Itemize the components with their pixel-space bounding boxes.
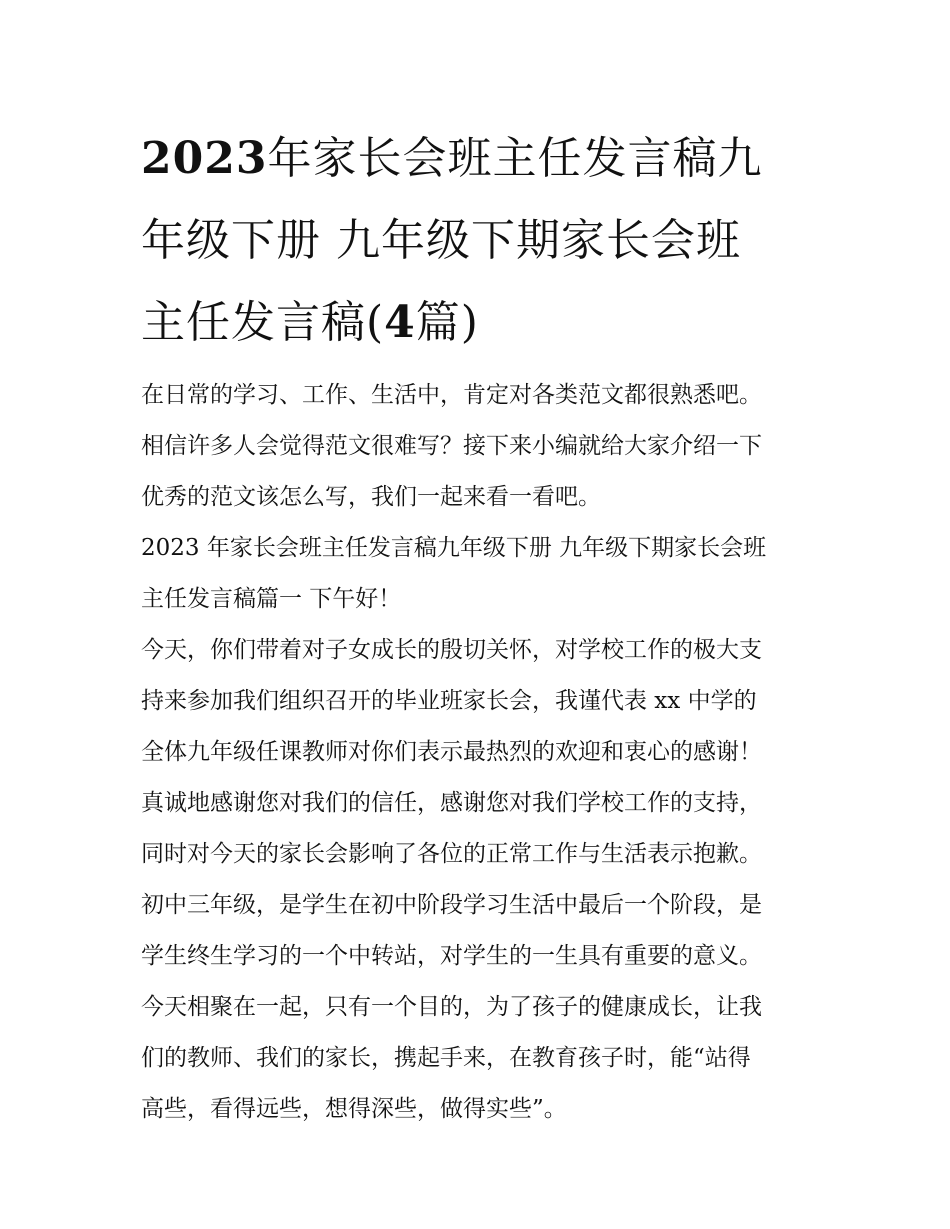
section-heading-paragraph [141, 523, 813, 625]
title-line-3-start: 主任发言稿( [141, 297, 385, 348]
text-line: 高些，看得远些，想得深些，做得实些”。 [141, 1096, 567, 1122]
document-body [141, 370, 813, 1135]
text-line: 优秀的范文该怎么写，我们一起来看一看吧。 [141, 484, 601, 510]
text-line: 们的教师、我们的家长，携起手来，在教育孩子时，能“站得 [141, 1045, 751, 1071]
text-line: 真诚地感谢您对我们的信任，感谢您对我们学校工作的支持， [141, 790, 762, 816]
title-count: 4 [384, 297, 416, 348]
title-line-1: 年家长会班主任发言稿九 [267, 133, 763, 184]
text-line: 初中三年级，是学生在初中阶段学习生活中最后一个阶段，是 [141, 892, 762, 918]
document-title [141, 118, 813, 364]
text-line: 同时对今天的家长会影响了各位的正常工作与生活表示抱歉。 [141, 841, 762, 867]
title-year: 2023 [141, 133, 268, 184]
text-line: 今天，你们带着对子女成长的殷切关怀，对学校工作的极大支 [141, 637, 762, 663]
text-line: 学生终生学习的一个中转站，对学生的一生具有重要的意义。 [141, 943, 762, 969]
text-line: 全体九年级任课教师对你们表示最热烈的欢迎和衷心的感谢！ [141, 739, 762, 765]
document-content [141, 118, 813, 1135]
text-line: 持来参加我们组织召开的毕业班家长会，我谨代表 xx 中学的 [141, 688, 757, 714]
text-line: 相信许多人会觉得范文很难写？接下来小编就给大家介绍一下 [141, 433, 762, 459]
text-line: 在日常的学习、工作、生活中，肯定对各类范文都很熟悉吧。 [141, 382, 762, 408]
text-line: 主任发言稿篇一 下午好！ [141, 586, 402, 612]
text-line: 2023 年家长会班主任发言稿九年级下册 九年级下期家长会班 [141, 535, 767, 561]
intro-paragraph [141, 370, 813, 523]
title-line-2: 年级下册 九年级下期家长会班 [141, 215, 741, 266]
speech-paragraph [141, 625, 813, 1135]
title-line-3-end: 篇) [415, 297, 479, 348]
text-line: 今天相聚在一起，只有一个目的，为了孩子的健康成长，让我 [141, 994, 762, 1020]
